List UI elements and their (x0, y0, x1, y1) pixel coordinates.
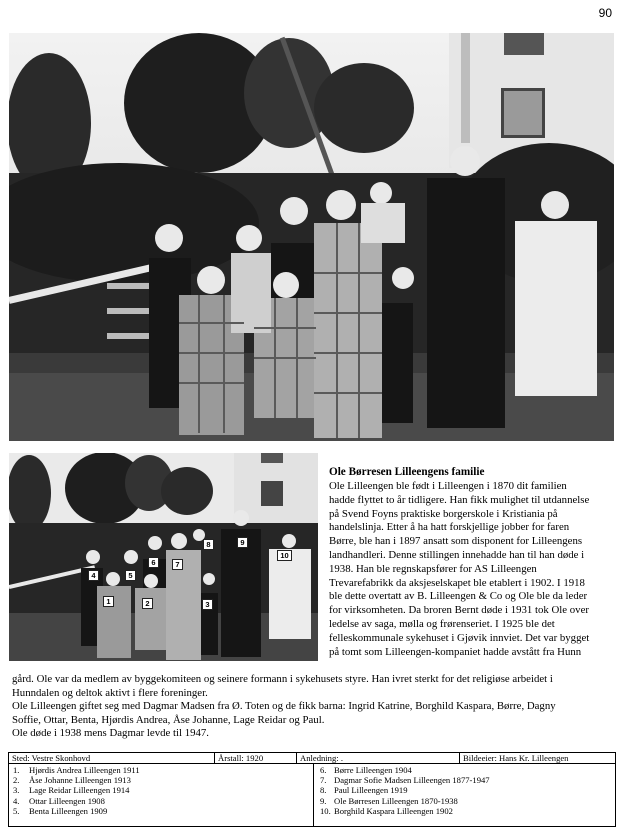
photo-metadata-table (8, 752, 616, 827)
photo-marker: 8 (203, 539, 214, 550)
person-number: 2. (13, 775, 20, 786)
family-photo-large-image (9, 33, 614, 441)
family-photo-numbered (9, 453, 318, 661)
article-line: landhandleri. Denne stillingen innehadde han til han døde i (329, 548, 585, 561)
photo-marker: 10 (277, 550, 292, 561)
person-name: Benta Lilleengen 1909 (29, 805, 108, 816)
photo-marker: 4 (88, 570, 99, 581)
article-line: Ole Lilleengen giftet seg med Dagmar Madsen fra Ø. Toten og de fikk barna: Ingrid Katrine, Borghild Kaspara, Børre, Dagny (12, 700, 556, 713)
article-body-full (12, 673, 617, 741)
photo-marker: 1 (103, 596, 114, 607)
article-line: 1938. Han ble regnskapsfører for AS Lilleengen (329, 562, 537, 575)
metadata-header-row (9, 753, 615, 764)
person-item (314, 785, 490, 795)
person-item (314, 775, 490, 785)
person-item (314, 806, 490, 816)
family-photo-large (9, 33, 614, 441)
person-name: Paul Lilleengen 1919 (334, 785, 408, 796)
article-line: gård. Ole var da medlem av byggekomiteen og seinere formann i sykehusets styre. Han ivret sterkt for det religiøse arbeidet i (12, 673, 553, 685)
article-line: Trevarefabrikk da aksjeselskapet ble etablert i 1902. I 1918 (329, 576, 585, 589)
person-item (314, 796, 490, 806)
meta-occasion: Anledning: . (296, 753, 460, 763)
person-number: 10. (320, 805, 331, 816)
meta-location: Sted: Vestre Skonhovd (12, 753, 91, 763)
person-name: Åse Johanne Lilleengen 1913 (29, 775, 131, 786)
person-number: 9. (320, 795, 327, 806)
person-name: Ole Børresen Lilleengen 1870-1938 (334, 795, 458, 806)
person-name: Dagmar Sofie Madsen Lilleengen 1877-1947 (334, 775, 490, 786)
persons-list-left (9, 765, 140, 816)
person-name: Ottar Lilleengen 1908 (29, 795, 105, 806)
person-number: 4. (13, 795, 20, 806)
person-item (314, 765, 490, 775)
person-number: 3. (13, 785, 20, 796)
article-line: felleskommunale sykehuset i Gjøvik innviet. Det var bygget (329, 631, 590, 644)
person-number: 1. (13, 765, 20, 775)
photo-marker: 2 (142, 598, 153, 609)
person-name: Hjørdis Andrea Lilleengen 1911 (29, 765, 140, 775)
article-line: Ole Lilleengen ble født i Lilleengen i 1870 dit familien (329, 480, 567, 492)
family-photo-small-image (9, 453, 318, 661)
meta-owner: Bildeeier: Hans Kr. Lilleengen (459, 753, 613, 763)
article-line: på tomt som Lilleengen-kompaniet hadde avstått fra Hunn (329, 645, 582, 658)
article-title: Ole Børresen Lilleengens familie (329, 466, 485, 478)
person-number: 8. (320, 785, 327, 796)
article-line: på Svend Foyns praktiske borgerskole i Kristiania på (329, 507, 558, 520)
person-number: 6. (320, 765, 327, 775)
article-line: Soffie, Ottar, Benta, Hjørdis Andrea, Åse Johanne, Lage Reidar og Paul. (12, 713, 325, 726)
article-body-right (329, 480, 617, 659)
article-line: Hunndalen og deltok aktivt i flere foreninger. (12, 686, 208, 699)
photo-marker: 6 (148, 557, 159, 568)
person-name: Borghild Kaspara Lilleengen 1902 (334, 805, 453, 816)
photo-marker: 5 (125, 570, 136, 581)
article-line: for virksomheten. Da broren Bernt døde i 1931 tok Ole over (329, 604, 589, 617)
photo-marker: 9 (237, 537, 248, 548)
persons-list-right (313, 764, 490, 827)
article-line: handelslinja. Etter å ha hatt forskjellige jobber for faren (329, 521, 570, 534)
article-line: ble dette overtatt av B. Lilleengen & Co og Ole ble da leder (329, 590, 588, 603)
article-line: Ole døde i 1938 mens Dagmar levde til 1947. (12, 727, 210, 740)
article-line: hadde flyttet to år tidligere. Han fikk mulighet til utdannelse (329, 493, 590, 506)
person-name: Lage Reidar Lilleengen 1914 (29, 785, 130, 796)
page-number: 90 (598, 6, 612, 20)
meta-year: Årstall: 1920 (214, 753, 296, 763)
person-item (9, 806, 140, 816)
person-item (9, 796, 140, 806)
article-line: Børre, ble han i 1897 ansatt som disponent for Lilleengens (329, 535, 583, 548)
person-name: Børre Lilleengen 1904 (334, 765, 412, 775)
person-number: 7. (320, 775, 327, 786)
person-item (9, 765, 140, 775)
person-item (9, 785, 140, 795)
article-line: ledelse av saga, mølla og frørenseriet. I 1925 ble det (329, 617, 555, 630)
photo-marker: 3 (202, 599, 213, 610)
person-number: 5. (13, 805, 20, 816)
person-item (9, 775, 140, 785)
photo-marker: 7 (172, 559, 183, 570)
